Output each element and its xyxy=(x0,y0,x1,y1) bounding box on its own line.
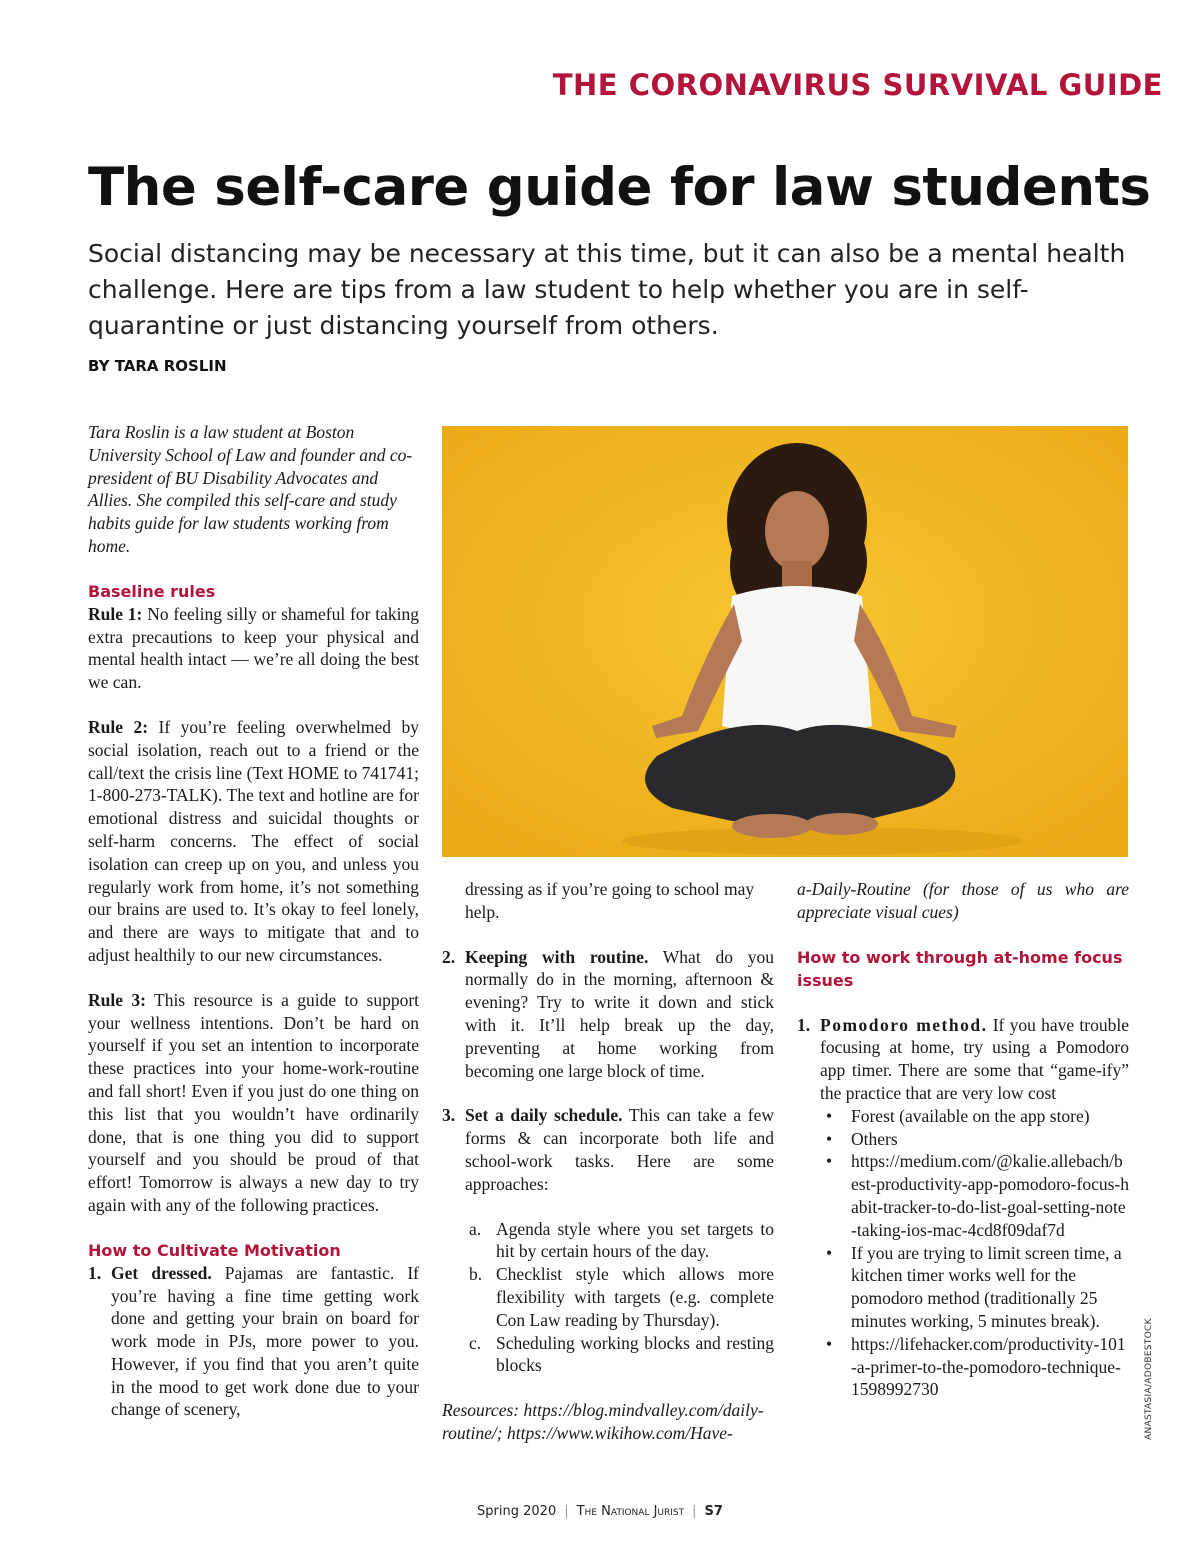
focus-bullet: • If you are trying to limit screen time, a kitchen timer works well for the pomodoro method (traditionally 25 minutes working, 5 minutes break). xyxy=(826,1242,1122,1331)
focus-bullet: • https://medium.com/@kalie.allebach/best-productivity-app-pomodoro-focus-habit-tracker-to-do-list-goal-setting-note-taking-ios-mac-4cd8f09daf7d xyxy=(826,1151,1129,1240)
author-bio: Tara Roslin is a law student at Boston University School of Law and founder and co-president of BU Disability Advocates and Allies. She compiled this self-care and study habits guide for law students working from home. xyxy=(88,422,413,556)
footer-separator: | xyxy=(564,1504,569,1519)
footer-separator: | xyxy=(692,1504,697,1519)
focus-item-1: 1. Pomodoro method. If you have trouble focusing at home, try using a Pomodoro app timer. There are some that “game-ify” the practice that are very low cost xyxy=(797,1014,1129,1103)
footer-page-number: S7 xyxy=(704,1504,723,1519)
section-kicker: THE CORONAVIRUS SURVIVAL GUIDE xyxy=(552,68,1163,102)
baseline-rules-heading: Baseline rules xyxy=(88,581,216,601)
article-dek: Social distancing may be necessary at this time, but it can also be a mental health challenge. Here are tips from a law student to help whether you are in self-quarantine or just distancing yourself from others. xyxy=(88,239,1126,340)
rule-3: Rule 3: This resource is a guide to support your wellness intentions. Don’t be hard on yourself if you set an intention to incorporate these practices into your home-work-routine and fall short! Even if you just do one thing on this list that you wouldn’t have ordinarily done, that is one thing you did to support yourself and you should be proud of that effort! Tomorrow is always a new day to try again with any of the following practices. xyxy=(88,989,420,1215)
motivation-item-3: 3. Set a daily schedule. This can take a few forms & can incorporate both life and school-work tasks. Here are some approaches: xyxy=(442,1105,774,1194)
rule-1: Rule 1: No feeling silly or shameful for taking extra precautions to keep your physical and mental health intact — we’re all doing the best we can. xyxy=(88,603,420,693)
focus-heading: How to work through at-home focus issues xyxy=(797,947,1123,990)
motivation-heading: How to Cultivate Motivation xyxy=(88,1240,341,1260)
column-1 xyxy=(88,421,419,1421)
footer-season: Spring 2020 xyxy=(477,1504,557,1519)
article-headline: The self-care guide for law students xyxy=(88,157,1151,218)
column-3 xyxy=(797,878,1129,1401)
resources-note-continued: a-Daily-Routine (for those of us who are appreciate visual cues) xyxy=(797,879,1129,922)
meditation-photo xyxy=(442,426,1128,857)
focus-bullet: • Forest (available on the app store) xyxy=(826,1105,1090,1126)
schedule-option-c: c. Scheduling working blocks and resting blocks xyxy=(469,1332,774,1376)
byline: BY TARA ROSLIN xyxy=(88,357,227,375)
footer-publication: The National Jurist xyxy=(576,1504,685,1519)
motivation-item-2: 2. Keeping with routine. What do you normally do in the morning, afternoon & evening? Try to write it down and stick with it. It’ll help break up the day, preventing at home working from becoming one large block of time. xyxy=(442,946,774,1081)
focus-bullet: • https://lifehacker.com/productivity-101-a-primer-to-the-pomodoro-technique-1598992730 xyxy=(826,1333,1126,1400)
column-2 xyxy=(442,878,774,1445)
motivation-item-1-continued: dressing as if you’re going to school may help. xyxy=(465,879,755,922)
woman-meditating-illustration xyxy=(442,426,1128,857)
resources-note: Resources: https://blog.mindvalley.com/daily-routine/; https://www.wikihow.com/Have- xyxy=(442,1400,764,1443)
rule-2: Rule 2: If you’re feeling overwhelmed by social isolation, reach out to a friend or the call/text the crisis line (Text HOME to 741741; 1-800-273-TALK). The text and hotline are for emotional distress and suicidal thoughts or self-harm concerns. The effect of social isolation can creep up on you, and unless you regularly work from home, it’s not something our brains are used to. It’s okay to feel lonely, and there are ways to mitigate that and to adjust healthily to our new circumstances. xyxy=(88,716,420,965)
schedule-option-b: b. Checklist style which allows more flexibility with targets (e.g. complete Con Law reading by Thursday). xyxy=(469,1264,774,1330)
photo-credit: ANASTASIA/ADOBESTOCK xyxy=(1144,1318,1154,1440)
focus-bullet: • Others xyxy=(826,1128,898,1149)
page-footer xyxy=(0,1504,1200,1519)
schedule-option-a: a. Agenda style where you set targets to hit by certain hours of the day. xyxy=(469,1218,774,1262)
motivation-item-1: 1. Get dressed. Pajamas are fantastic. If you’re having a fine time getting work done and getting your brain on board for work mode in PJs, more power to you. However, if you find that you aren’t quite in the mood to get work done due to your change of scenery, xyxy=(88,1262,419,1420)
